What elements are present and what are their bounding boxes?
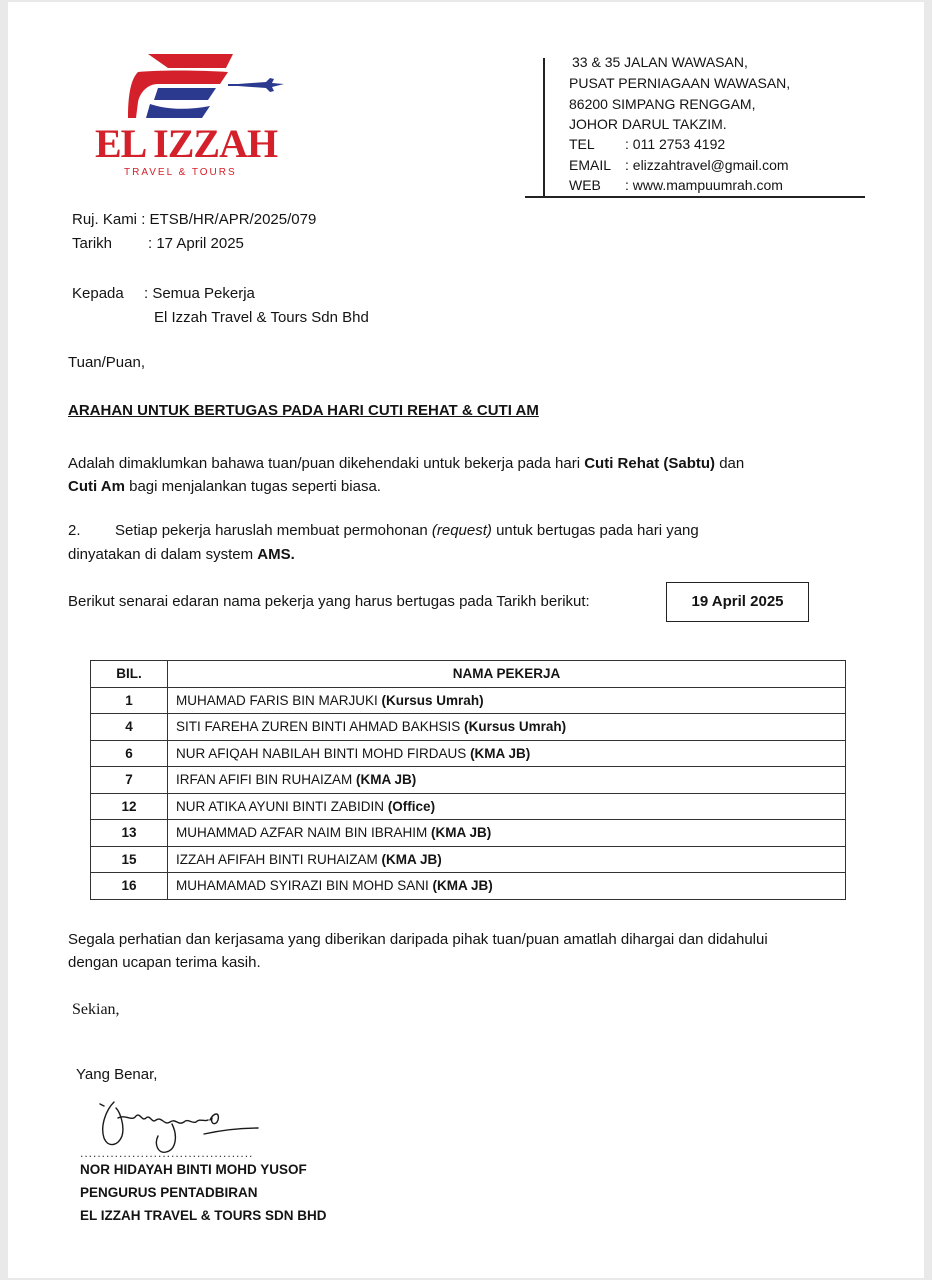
- row-number: 16: [91, 873, 168, 900]
- reference-label: Ruj. Kami: [72, 211, 138, 228]
- staff-name: MUHAMAMAD SYIRAZI BIN MOHD SANI: [176, 878, 429, 894]
- table-row: [91, 820, 846, 847]
- row-number: 15: [91, 846, 168, 873]
- row-name-cell: [168, 714, 846, 741]
- p2-bold-ams: AMS.: [257, 546, 295, 563]
- p1-text: Adalah dimaklumkan bahawa tuan/puan dikehendaki untuk bekerja pada hari: [68, 455, 585, 472]
- staff-name: MUHAMAD FARIS BIN MARJUKI: [176, 692, 378, 708]
- paragraph-2-line-2: [68, 545, 295, 565]
- table-row: [91, 714, 846, 741]
- tel-line: [569, 134, 725, 154]
- column-header-name: NAMA PEKERJA: [168, 661, 846, 688]
- staff-name: MUHAMMAD AZFAR NAIM BIN IBRAHIM: [176, 825, 428, 841]
- web-value: : www.mampuumrah.com: [625, 177, 783, 193]
- recipient-company: El Izzah Travel & Tours Sdn Bhd: [154, 309, 369, 326]
- signature-dotted-line: ........................................: [80, 1146, 254, 1160]
- table-row: [91, 767, 846, 794]
- staff-assignment: (Kursus Umrah): [381, 692, 484, 708]
- tel-value: : 011 2753 4192: [625, 136, 726, 152]
- p2-text-end: untuk bertugas pada hari yang: [491, 522, 699, 539]
- recipient-line: [72, 284, 255, 304]
- row-name-cell: [168, 820, 846, 847]
- date-line: [72, 234, 244, 254]
- staff-assignment: (KMA JB): [381, 851, 442, 867]
- row-name-cell: [168, 793, 846, 820]
- p1-bold-cuti-am: Cuti Am: [68, 478, 125, 495]
- email-line: [569, 155, 789, 175]
- signer-company: EL IZZAH TRAVEL & TOURS SDN BHD: [80, 1208, 327, 1223]
- letterhead-divider-horizontal: [525, 196, 865, 198]
- web-line: [569, 175, 783, 195]
- letter-title: ARAHAN UNTUK BERTUGAS PADA HARI CUTI REHAT & CUTI AM: [68, 402, 539, 419]
- p2-text-2: dinyatakan di dalam system: [68, 546, 258, 563]
- staff-name: IZZAH AFIFAH BINTI RUHAIZAM: [176, 851, 378, 867]
- staff-assignment: (KMA JB): [356, 772, 417, 788]
- duty-date-box: 19 April 2025: [666, 582, 809, 622]
- paragraph-2-line-1: [68, 521, 699, 541]
- staff-name: IRFAN AFIFI BIN RUHAIZAM: [176, 772, 353, 788]
- email-value: : elizzahtravel@gmail.com: [625, 157, 789, 173]
- recipient-value: : Semua Pekerja: [144, 285, 255, 302]
- paragraph-1-line-1: [68, 454, 744, 474]
- staff-assignment: (KMA JB): [432, 878, 493, 894]
- p1-text-end: bagi menjalankan tugas seperti biasa.: [124, 478, 381, 495]
- signer-name: NOR HIDAYAH BINTI MOHD YUSOF: [80, 1162, 307, 1177]
- letter-page: [8, 2, 924, 1278]
- address-line-3: 86200 SIMPANG RENGGAM,: [569, 96, 756, 112]
- tel-label: TEL: [569, 136, 595, 152]
- row-name-cell: [168, 846, 846, 873]
- paragraph-1-line-2: [68, 477, 381, 497]
- p2-italic-request: (request): [431, 522, 492, 539]
- p2-text: Setiap pekerja haruslah membuat permohonan: [115, 522, 432, 539]
- staff-name: NUR AFIQAH NABILAH BINTI MOHD FIRDAUS: [176, 745, 467, 761]
- address-line-1: 33 & 35 JALAN WAWASAN,: [572, 54, 748, 70]
- salutation: Tuan/Puan,: [68, 354, 145, 371]
- staff-assignment: (Office): [387, 798, 436, 814]
- table-row: [91, 846, 846, 873]
- address-line-4: JOHOR DARUL TAKZIM.: [569, 116, 727, 132]
- letterhead-divider-vertical: [543, 58, 545, 196]
- date-value: : 17 April 2025: [148, 235, 244, 252]
- date-label: Tarikh: [72, 235, 113, 252]
- row-number: 7: [91, 767, 168, 794]
- table-row: [91, 740, 846, 767]
- paragraph-3: Berikut senarai edaran nama pekerja yang harus bertugas pada Tarikh berikut:: [68, 593, 590, 610]
- table-row: [91, 793, 846, 820]
- yang-benar-text: Yang Benar,: [76, 1066, 158, 1083]
- staff-assignment: (Kursus Umrah): [464, 719, 567, 735]
- signer-position: PENGURUS PENTADBIRAN: [80, 1185, 258, 1200]
- email-label: EMAIL: [569, 157, 612, 173]
- row-name-cell: [168, 767, 846, 794]
- recipient-label: Kepada: [72, 285, 124, 302]
- row-name-cell: [168, 687, 846, 714]
- staff-name: SITI FAREHA ZUREN BINTI AHMAD BAKHSIS: [176, 719, 461, 735]
- closing-line-2: dengan ucapan terima kasih.: [68, 954, 261, 971]
- logo-wordmark: EL IZZAH: [95, 121, 278, 166]
- p1-text-dan: dan: [715, 455, 745, 472]
- table-row: [91, 873, 846, 900]
- row-name-cell: [168, 873, 846, 900]
- p1-bold-cuti-rehat: Cuti Rehat (Sabtu): [584, 455, 716, 472]
- staff-assignment: (KMA JB): [470, 745, 531, 761]
- row-number: 4: [91, 714, 168, 741]
- logo-subtitle: TRAVEL & TOURS: [124, 167, 237, 178]
- staff-assignment: (KMA JB): [431, 825, 492, 841]
- web-label: WEB: [569, 177, 601, 193]
- table-row: [91, 687, 846, 714]
- row-number: 12: [91, 793, 168, 820]
- row-name-cell: [168, 740, 846, 767]
- reference-value: : ETSB/HR/APR/2025/079: [141, 211, 317, 228]
- address-line-2: PUSAT PERNIAGAAN WAWASAN,: [569, 75, 791, 91]
- staff-table: [90, 660, 846, 900]
- table-header-row: [91, 661, 846, 688]
- row-number: 1: [91, 687, 168, 714]
- reference-line: [72, 210, 316, 230]
- sekian-text: Sekian,: [72, 1001, 120, 1018]
- row-number: 13: [91, 820, 168, 847]
- p2-number: 2.: [68, 522, 81, 539]
- staff-name: NUR ATIKA AYUNI BINTI ZABIDIN: [176, 798, 385, 814]
- column-header-bil: BIL.: [91, 661, 168, 688]
- closing-line-1: Segala perhatian dan kerjasama yang diberikan daripada pihak tuan/puan amatlah dihargai dan didahului: [68, 931, 768, 948]
- row-number: 6: [91, 740, 168, 767]
